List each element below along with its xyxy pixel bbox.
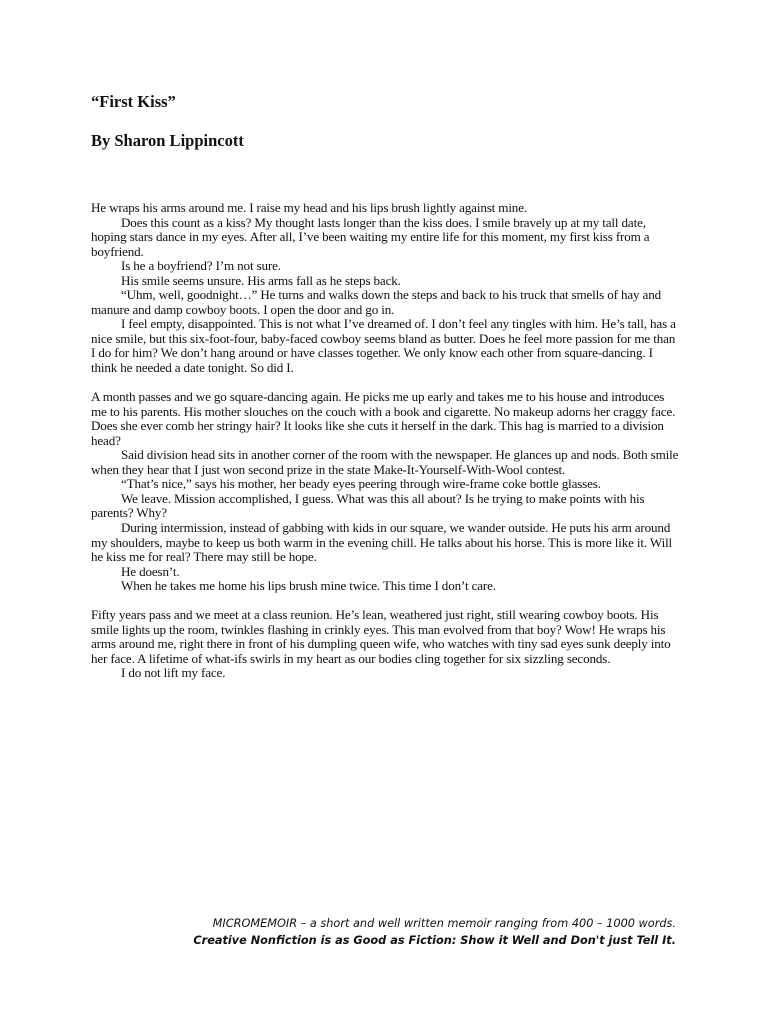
paragraph: A month passes and we go square-dancing again. He picks me up early and takes me to his house and introduces me to his parents. His mother slouches on the couch with a book and cigarette. No makeup adorns her craggy face. Does she ever comb her stringy hair? It looks like she cuts it herself in the dark. This hag is married to a division head? bbox=[91, 389, 676, 448]
footer-definition: MICROMEMOIR – a short and well written memoir ranging from 400 – 1000 words. bbox=[212, 917, 676, 930]
paragraph: He doesn’t. bbox=[121, 563, 180, 579]
paragraph: When he takes me home his lips brush mine twice. This time I don’t care. bbox=[121, 578, 496, 594]
paragraph: “Uhm, well, goodnight…” He turns and walks down the steps and back to his truck that smells of hay and manure and damp cowboy boots. I open the door and go in. bbox=[91, 287, 661, 317]
story-title: “First Kiss” bbox=[91, 92, 176, 111]
footer-note bbox=[193, 915, 676, 949]
paragraph: Is he a boyfriend? I’m not sure. bbox=[121, 258, 281, 274]
paragraph: “That’s nice,” says his mother, her beady eyes peering through wire-frame coke bottle glasses. bbox=[121, 476, 601, 492]
paragraph: We leave. Mission accomplished, I guess. What was this all about? Is he trying to make points with his parents? Why? bbox=[91, 490, 645, 521]
paragraph: Fifty years pass and we meet at a class reunion. He’s lean, weathered just right, still wearing cowboy boots. His smile lights up the room, twinkles flashing in crinkly eyes. This man evolved from that boy? Wow! He wraps his arms around me, right there in front of his dumpling queen wife, who watches with tiny sad eyes sunk deeply into her face. A lifetime of what-ifs swirls in my heart as our bodies cling together for six sizzling seconds. bbox=[91, 607, 671, 666]
paragraph: I do not lift my face. bbox=[121, 665, 226, 681]
paragraph: I feel empty, disappointed. This is not what I’ve dreamed of. I don’t feel any tingles with him. He’s tall, has a nice smile, but this six-foot-four, baby-faced cowboy seems bland as butter. Does he feel more passion for me than I do for him? We don’t hang around or have classes together. We only know each other from square-dancing. I think he needed a date tonight. So did I. bbox=[91, 316, 676, 376]
story-author: By Sharon Lippincott bbox=[91, 131, 244, 150]
story-body bbox=[91, 201, 681, 681]
paragraph: He wraps his arms around me. I raise my head and his lips brush lightly against mine. bbox=[91, 200, 527, 215]
paragraph: His smile seems unsure. His arms fall as he steps back. bbox=[121, 272, 401, 288]
paragraph: During intermission, instead of gabbing with kids in our square, we wander outside. He puts his arm around my shoulders, maybe to keep us both warm in the evening chill. He talks about his horse. This is more like it. Will he kiss me for real? There may still be hope. bbox=[91, 519, 673, 565]
paragraph: Does this count as a kiss? My thought lasts longer than the kiss does. I smile bravely up at my tall date, hoping stars dance in my eyes. After all, I’ve been waiting my entire life for this moment, my first kiss from a boyfriend. bbox=[91, 214, 650, 259]
footer-tagline: Creative Nonfiction is as Good as Fiction: Show it Well and Don't just Tell It. bbox=[193, 934, 676, 947]
paragraph: Said division head sits in another corner of the room with the newspaper. He glances up and nods. Both smile when they hear that I just won second prize in the state Make-It-Yourself-With-Wool contest. bbox=[91, 447, 679, 477]
